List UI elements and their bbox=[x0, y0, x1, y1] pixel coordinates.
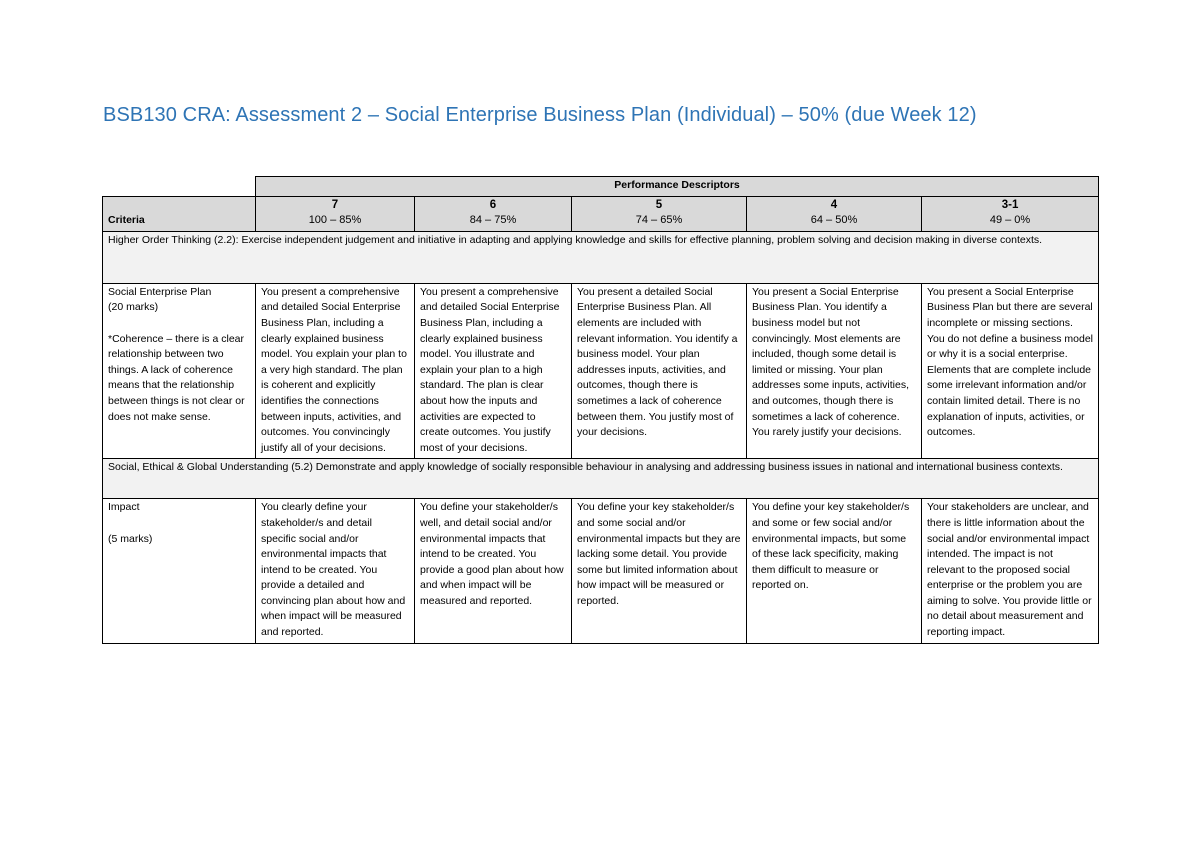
level-score: 7 bbox=[331, 198, 339, 211]
section-heading-higher-order-thinking: Higher Order Thinking (2.2): Exercise independent judgement and initiative in adapting and applying knowledge and skills for effective planning, problem solving and decision making in diverse contexts. bbox=[103, 231, 1099, 283]
descriptor-cell: You present a comprehensive and detailed Social Enterprise Business Plan, including a clearly explained business model. You explain your plan to a very high standard. The plan is coherent and explicitly identifies the connections between inputs, activities, and outcomes. You convincingly justify all of your decisions. bbox=[256, 283, 415, 459]
level-range: 49 – 0% bbox=[989, 214, 1031, 227]
performance-descriptors-header: Performance Descriptors bbox=[256, 177, 1099, 197]
level-range: 84 – 75% bbox=[469, 214, 517, 227]
descriptor-cell: You clearly define your stakeholder/s and detail specific social and/or environmental impacts that intend to be created. You provide a detailed and convincing plan about how and when impact will be measured and reported. bbox=[256, 499, 415, 643]
descriptor-cell: You present a detailed Social Enterprise Business Plan. All elements are included with relevant information. You identify a business model. Your plan addresses inputs, activities, and outcomes, though there is sometimes a lack of coherence between them. You justify most of your decisions. bbox=[572, 283, 747, 459]
criterion-name: Impact (5 marks) bbox=[103, 499, 256, 643]
section-heading-row bbox=[103, 231, 1099, 283]
level-range: 100 – 85% bbox=[308, 214, 362, 227]
criterion-row-impact bbox=[103, 499, 1099, 643]
document-title: BSB130 CRA: Assessment 2 – Social Enterprise Business Plan (Individual) – 50% (due Week 12) bbox=[103, 104, 977, 126]
level-range: 64 – 50% bbox=[810, 214, 858, 227]
level-header-4 bbox=[747, 196, 922, 231]
descriptor-cell: You define your key stakeholder/s and some social and/or environmental impacts but they are lacking some detail. You provide some but limited information about how impact will be measured or reported. bbox=[572, 499, 747, 643]
descriptor-cell: You present a comprehensive and detailed Social Enterprise Business Plan, including a clearly explained business model. You illustrate and explain your plan to a high standard. The plan is clear about how the inputs and activities are expected to create outcomes. You justify most of your decisions. bbox=[415, 283, 572, 459]
level-header-5 bbox=[572, 196, 747, 231]
descriptor-cell: You define your stakeholder/s well, and detail social and/or environmental impacts that intend to be created. You provide a good plan about how and when impact will be measured and reported. bbox=[415, 499, 572, 643]
descriptor-cell: You present a Social Enterprise Business Plan but there are several incomplete or missing sections. You do not define a business model or why it is a social enterprise. Elements that are complete include some irrelevant information and/or contain limited detail. There is no explanation of inputs, activities, or outcomes. bbox=[922, 283, 1099, 459]
level-header-6 bbox=[415, 196, 572, 231]
criterion-name: Social Enterprise Plan (20 marks) *Coherence – there is a clear relationship between two things. A lack of coherence means that the relationship between things is not clear or does not make sense. bbox=[103, 283, 256, 459]
performance-header-row bbox=[103, 177, 1099, 197]
level-header-7 bbox=[256, 196, 415, 231]
level-score: 3-1 bbox=[1001, 198, 1019, 211]
levels-header-row bbox=[103, 196, 1099, 231]
level-score: 4 bbox=[830, 198, 838, 211]
descriptor-cell: Your stakeholders are unclear, and there is little information about the social and/or environmental impact intended. The impact is not relevant to the proposed social enterprise or the problem you are aiming to solve. You provide little or no detail about measurement and reporting impact. bbox=[922, 499, 1099, 643]
section-heading-social-ethical-global: Social, Ethical & Global Understanding (5.2) Demonstrate and apply knowledge of socially responsible behaviour in analysing and addressing business issues in national and international business contexts. bbox=[103, 459, 1099, 499]
criteria-header: Criteria bbox=[103, 196, 256, 231]
level-header-3-1 bbox=[922, 196, 1099, 231]
level-score: 6 bbox=[489, 198, 497, 211]
blank-cell bbox=[103, 177, 256, 197]
level-range: 74 – 65% bbox=[635, 214, 683, 227]
criterion-row-social-enterprise-plan bbox=[103, 283, 1099, 459]
descriptor-cell: You present a Social Enterprise Business Plan. You identify a business model but not convincingly. Most elements are included, though some detail is limited or missing. Your plan addresses some inputs, activities, and outcomes, though there is sometimes a lack of coherence. You rarely justify your decisions. bbox=[747, 283, 922, 459]
rubric-table bbox=[102, 176, 1099, 644]
section-heading-row bbox=[103, 459, 1099, 499]
descriptor-cell: You define your key stakeholder/s and some or few social and/or environmental impacts, but some of these lack specificity, making them difficult to measure or reported on. bbox=[747, 499, 922, 643]
level-score: 5 bbox=[655, 198, 663, 211]
